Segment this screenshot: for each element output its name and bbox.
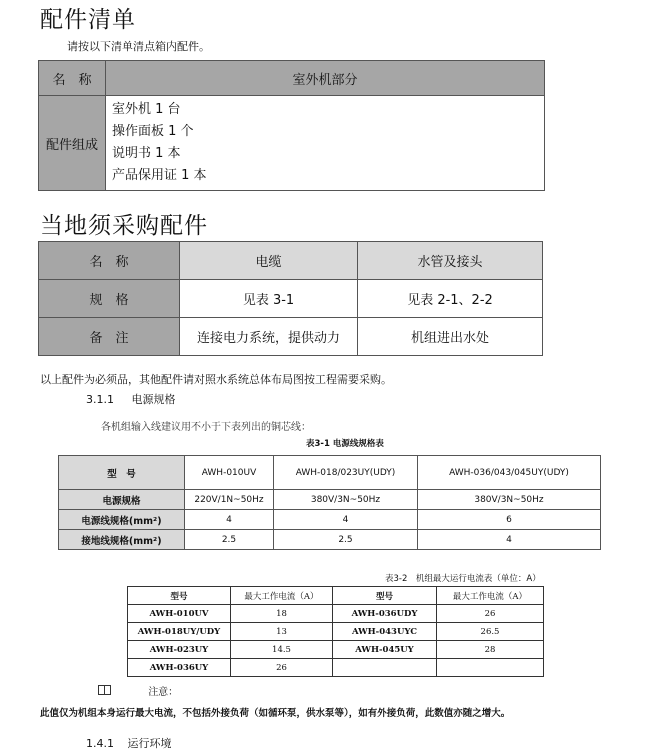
table-row <box>128 641 544 659</box>
table-cell: 4 <box>185 510 274 530</box>
table-row-label: 接地线规格(mm²) <box>59 530 185 550</box>
table-header-cell: 名 称 <box>39 61 106 96</box>
table-row-label: 电源规格 <box>59 490 185 510</box>
list-item: 说明书 1 本 <box>112 146 181 161</box>
table-header-cell: 最大工作电流（A） <box>231 587 333 605</box>
heading-operating-environment <box>86 735 172 751</box>
table-cell <box>333 659 437 677</box>
table-header-cell: AWH-018/023UY(UDY) <box>274 456 418 490</box>
table-cell: AWH-010UV <box>128 605 231 623</box>
table-row-label: 备 注 <box>39 318 180 356</box>
table-cell: 28 <box>437 641 544 659</box>
table-cell: AWH-018UY/UDY <box>128 623 231 641</box>
table-row <box>39 318 543 356</box>
table-cell <box>437 659 544 677</box>
table-header-cell: AWH-036/043/045UY(UDY) <box>418 456 601 490</box>
table-cell: 4 <box>274 510 418 530</box>
table-caption: 表3-2 机组最大运行电流表（单位：A） <box>385 574 541 584</box>
table-cell: 26 <box>231 659 333 677</box>
table-row <box>128 605 544 623</box>
list-item: 室外机 1 台 <box>112 102 181 117</box>
table-cell: 26 <box>437 605 544 623</box>
note-label: 注意： <box>148 687 179 698</box>
table-cell: 见表 2-1、2-2 <box>358 280 543 318</box>
table-cell: 380V/3N~50Hz <box>418 490 601 510</box>
table-cell: 220V/1N~50Hz <box>185 490 274 510</box>
table-cell: 13 <box>231 623 333 641</box>
accessories-table <box>38 60 545 191</box>
note-text: 此值仅为机组本身运行最大电流，不包括外接负荷（如循环泵，供水泵等），如有外接负荷，此数值亦随之增大。 <box>40 708 511 719</box>
table-row-label: 配件组成 <box>39 96 106 191</box>
table-row <box>59 510 601 530</box>
table-cell: AWH-036UY <box>128 659 231 677</box>
table-header-cell: 水管及接头 <box>358 242 543 280</box>
heading-number: 1.4.1 <box>86 737 114 750</box>
table-cell: 14.5 <box>231 641 333 659</box>
table-cell: 26.5 <box>437 623 544 641</box>
table-header-cell: 最大工作电流（A） <box>437 587 544 605</box>
local-purchase-table <box>38 241 543 356</box>
table-cell: 4 <box>418 530 601 550</box>
table-caption: 表3-1 电源线规格表 <box>306 439 384 449</box>
table-header-cell: 型号 <box>333 587 437 605</box>
table-cell: 6 <box>418 510 601 530</box>
table-row <box>59 490 601 510</box>
max-current-table <box>127 586 544 677</box>
section-title-local-purchase: 当地须采购配件 <box>40 213 208 239</box>
section-title-accessories: 配件清单 <box>40 7 136 33</box>
table-cell: 2.5 <box>274 530 418 550</box>
power-spec-intro: 各机组输入线建议用不小于下表列出的铜芯线： <box>101 422 311 433</box>
table-row-label: 名 称 <box>39 242 180 280</box>
table-cell: AWH-023UY <box>128 641 231 659</box>
heading-power-spec <box>86 391 176 407</box>
table-row <box>59 530 601 550</box>
accessories-intro: 请按以下清单清点箱内配件。 <box>67 40 210 53</box>
heading-text: 运行环境 <box>127 737 172 750</box>
heading-number: 3.1.1 <box>86 393 114 406</box>
book-icon <box>98 685 111 695</box>
table-cell: AWH-043UYC <box>333 623 437 641</box>
table-cell: 连接电力系统，提供动力 <box>180 318 358 356</box>
table-header-cell: 型号 <box>128 587 231 605</box>
table-row <box>39 242 543 280</box>
table-header-cell: 电缆 <box>180 242 358 280</box>
table-row-label: 规 格 <box>39 280 180 318</box>
table-cell: AWH-036UDY <box>333 605 437 623</box>
table-header-cell: 型 号 <box>59 456 185 490</box>
table-row <box>39 61 545 96</box>
table-row <box>59 456 601 490</box>
table-row <box>128 623 544 641</box>
list-item: 操作面板 1 个 <box>112 124 194 139</box>
table-row <box>128 659 544 677</box>
heading-text: 电源规格 <box>131 393 176 406</box>
local-purchase-footnote: 以上配件为必须品，其他配件请对照水系统总体布局图按工程需要采购。 <box>40 373 392 386</box>
table-row <box>128 587 544 605</box>
table-row-label: 电源线规格(mm²) <box>59 510 185 530</box>
table-cell: 18 <box>231 605 333 623</box>
table-cell: 机组进出水处 <box>358 318 543 356</box>
power-cable-table <box>58 455 601 550</box>
table-cell: 见表 3-1 <box>180 280 358 318</box>
table-header-cell: AWH-010UV <box>185 456 274 490</box>
table-cell: 380V/3N~50Hz <box>274 490 418 510</box>
table-row <box>39 280 543 318</box>
table-header-cell: 室外机部分 <box>106 61 545 96</box>
note-header <box>98 683 178 698</box>
table-row <box>39 96 545 191</box>
table-cell-items <box>106 96 545 191</box>
table-cell: AWH-045UY <box>333 641 437 659</box>
table-cell: 2.5 <box>185 530 274 550</box>
list-item: 产品保用证 1 本 <box>112 168 207 183</box>
